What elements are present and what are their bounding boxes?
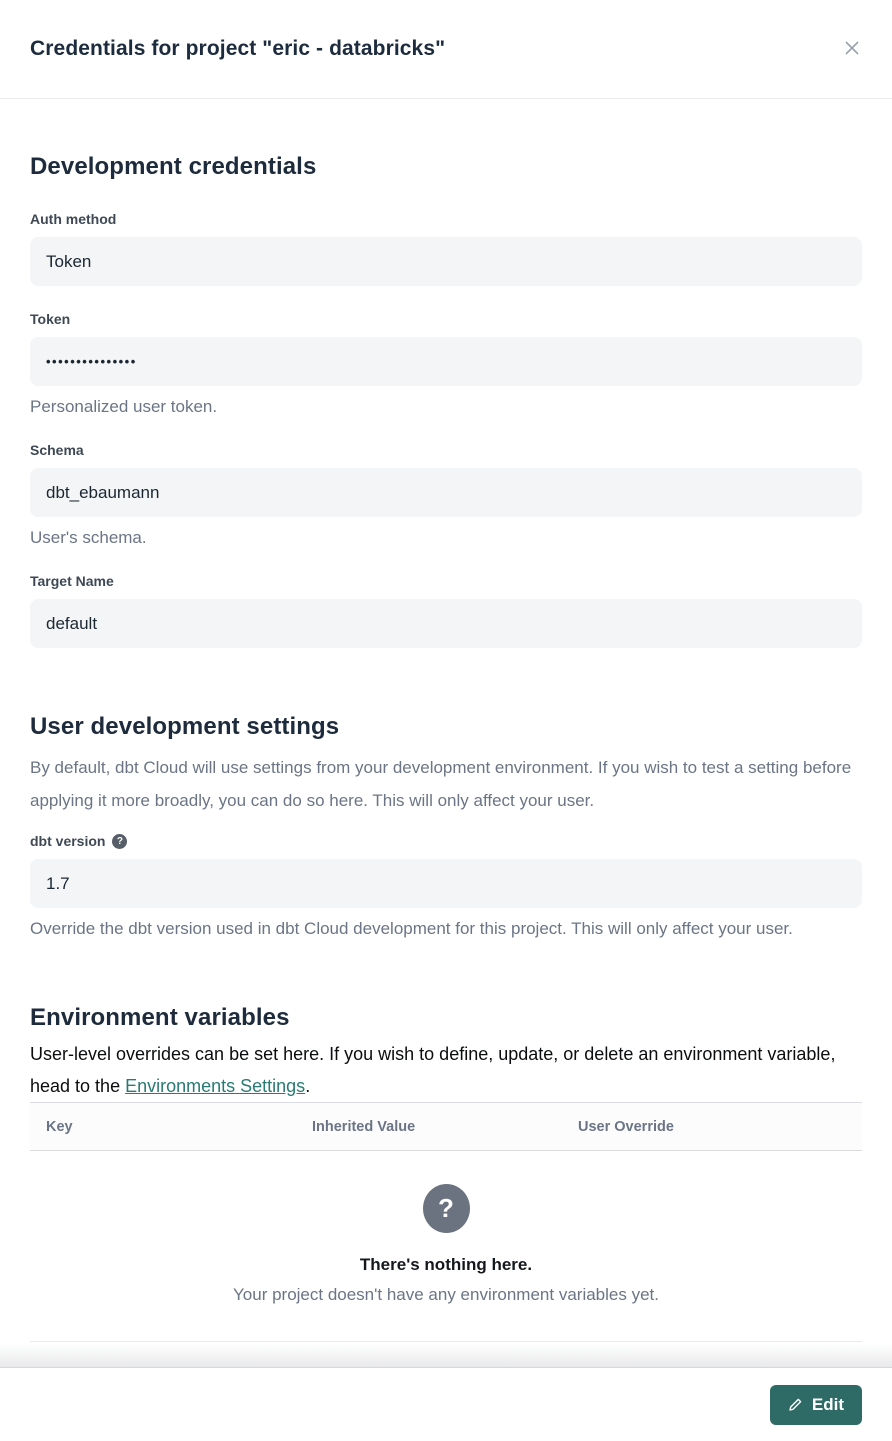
token-helper-text: Personalized user token. [30, 397, 218, 416]
token-field: ••••••••••••••• [30, 337, 862, 386]
env-variables-table-header [30, 1102, 862, 1151]
schema-field: dbt_ebaumann [30, 468, 862, 517]
auth-method-field: Token [30, 237, 862, 286]
column-header-inherited-value: Inherited Value [312, 1118, 416, 1135]
auth-method-label: Auth method [30, 211, 117, 227]
section-development-credentials [30, 152, 862, 648]
section-user-development-settings [30, 712, 862, 939]
pencil-icon [788, 1397, 803, 1412]
environment-variables-description [30, 1038, 862, 1102]
modal-header [0, 0, 892, 99]
description-text-after-link: . [305, 1076, 311, 1096]
section-environment-variables [30, 1003, 862, 1342]
environments-settings-link[interactable]: Environments Settings [125, 1076, 306, 1096]
auth-method-field-group [30, 211, 862, 286]
development-credentials-heading: Development credentials [30, 153, 317, 180]
environment-variables-heading: Environment variables [30, 1004, 290, 1031]
column-header-key: Key [46, 1118, 73, 1135]
target-name-label: Target Name [30, 573, 114, 589]
empty-state-subtitle: Your project doesn't have any environment variables yet. [233, 1285, 659, 1304]
scroll-shadow-divider [0, 1344, 892, 1368]
description-text-before-link: User-level overrides can be set here. If you wish to define, update, or delete an environment variable, head to the [30, 1044, 836, 1096]
dbt-version-field: 1.7 [30, 859, 862, 908]
modal-footer [0, 1368, 892, 1441]
modal-title: Credentials for project "eric - databricks" [30, 37, 446, 60]
dbt-version-field-group [30, 833, 862, 939]
dbt-version-label: dbt version [30, 833, 106, 849]
user-development-settings-description: By default, dbt Cloud will use settings from your development environment. If you wish to test a setting before applying it more broadly, you can do so here. This will only affect your user. [30, 758, 852, 810]
edit-button[interactable] [770, 1385, 862, 1425]
column-header-user-override: User Override [578, 1118, 674, 1135]
target-name-field: default [30, 599, 862, 648]
dbt-version-label-row [30, 833, 862, 850]
user-development-settings-heading: User development settings [30, 713, 340, 740]
token-label: Token [30, 311, 71, 327]
empty-state-title: There's nothing here. [359, 1255, 533, 1274]
close-icon [843, 39, 861, 60]
env-variables-empty-state [30, 1151, 862, 1342]
edit-button-label: Edit [811, 1394, 844, 1414]
schema-field-group [30, 442, 862, 548]
dbt-version-helper-text: Override the dbt version used in dbt Cloud development for this project. This will only affect your user. [30, 919, 793, 938]
target-name-field-group [30, 573, 862, 648]
modal-body [0, 99, 892, 1344]
schema-helper-text: User's schema. [30, 528, 147, 547]
close-button[interactable] [840, 37, 864, 61]
schema-label: Schema [30, 442, 84, 458]
question-mark-icon: ? [423, 1184, 470, 1233]
token-field-group [30, 311, 862, 417]
help-icon[interactable]: ? [112, 834, 127, 849]
